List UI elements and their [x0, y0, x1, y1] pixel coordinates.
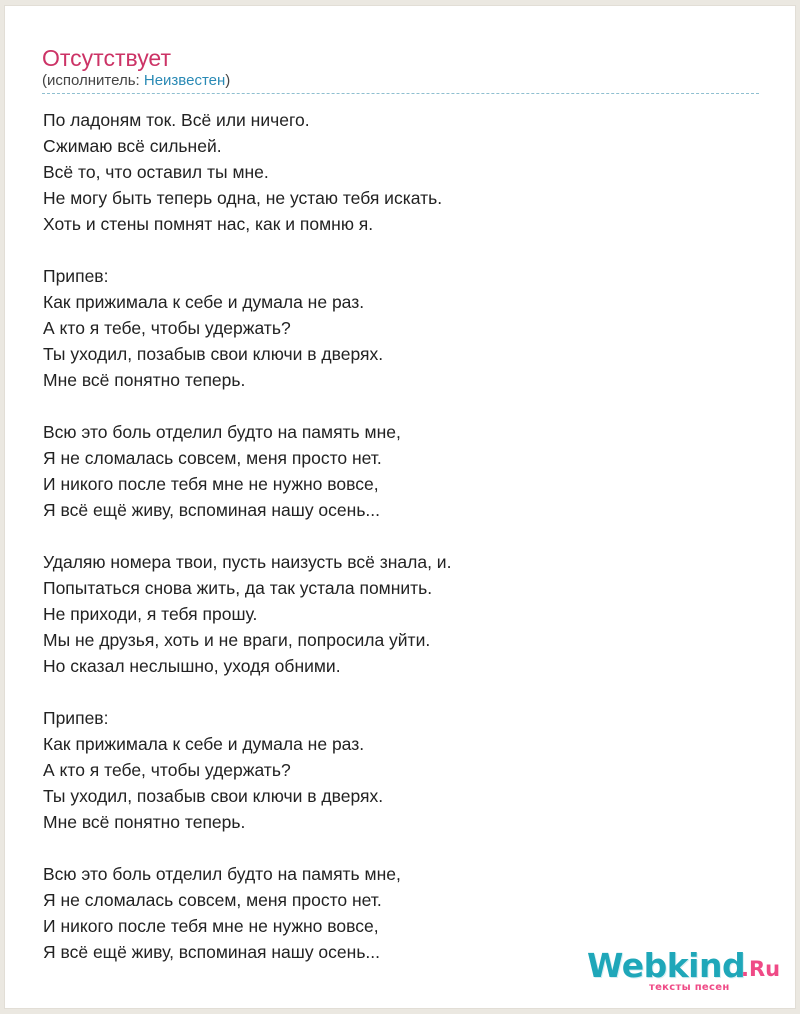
verse: [43, 419, 763, 523]
lyric-line: А кто я тебе, чтобы удержать?: [43, 760, 291, 780]
chorus-label: Припев:: [43, 708, 109, 728]
watermark-brand: Webkind: [587, 946, 746, 985]
lyric-line: И никого после тебя мне не нужно вовсе,: [43, 474, 379, 494]
lyric-line: Я не сломалась совсем, меня просто нет.: [43, 890, 382, 910]
chorus-label: Припев:: [43, 266, 109, 286]
artist-prefix: (исполнитель:: [42, 72, 144, 89]
lyric-line: Ты уходил, позабыв свои ключи в дверях.: [43, 786, 384, 806]
lyric-line: Попытаться снова жить, да так устала помнить.: [43, 578, 433, 598]
lyric-line: И никого после тебя мне не нужно вовсе,: [43, 916, 379, 936]
lyric-line: Как прижимала к себе и думала не раз.: [43, 292, 365, 312]
lyric-line: Не приходи, я тебя прошу.: [43, 604, 258, 624]
site-watermark: [587, 946, 787, 998]
lyric-line: Всю это боль отделил будто на память мне,: [43, 864, 401, 884]
lyric-line: Но сказал неслышно, уходя обними.: [43, 656, 341, 676]
lyric-line: Я всё ещё живу, вспоминая нашу осень...: [43, 500, 381, 520]
lyric-line: Не могу быть теперь одна, не устаю тебя искать.: [43, 188, 443, 208]
lyric-line: Мы не друзья, хоть и не враги, попросила уйти.: [43, 630, 431, 650]
lyric-line: Всё то, что оставил ты мне.: [43, 162, 269, 182]
chorus: [43, 263, 763, 393]
lyric-line: Всю это боль отделил будто на память мне,: [43, 422, 401, 442]
lyric-line: Сжимаю всё сильней.: [43, 136, 222, 156]
lyric-line: Ты уходил, позабыв свои ключи в дверях.: [43, 344, 384, 364]
artist-line: [42, 72, 759, 94]
lyric-line: Удаляю номера твои, пусть наизусть всё знала, и.: [43, 552, 452, 572]
artist-suffix: ): [225, 72, 231, 89]
verse: [43, 549, 763, 679]
artist-link[interactable]: Неизвестен: [143, 72, 226, 89]
lyrics-page: [5, 6, 795, 1008]
lyric-line: А кто я тебе, чтобы удержать?: [43, 318, 291, 338]
lyric-line: Я не сломалась совсем, меня просто нет.: [43, 448, 382, 468]
chorus: [43, 705, 763, 835]
lyric-line: Как прижимала к себе и думала не раз.: [43, 734, 365, 754]
watermark-domain: .Ru: [741, 957, 781, 981]
song-title: Отсутствует: [42, 45, 171, 71]
lyric-line: Хоть и стены помнят нас, как и помню я.: [43, 214, 374, 234]
verse: [43, 107, 763, 237]
watermark-tagline: тексты песен: [649, 982, 730, 993]
lyric-line: По ладоням ток. Всё или ничего.: [43, 110, 310, 130]
lyric-line: Я всё ещё живу, вспоминая нашу осень...: [43, 942, 381, 962]
lyric-line: Мне всё понятно теперь.: [43, 370, 246, 390]
lyrics-body: [43, 107, 763, 991]
lyric-line: Мне всё понятно теперь.: [43, 812, 246, 832]
